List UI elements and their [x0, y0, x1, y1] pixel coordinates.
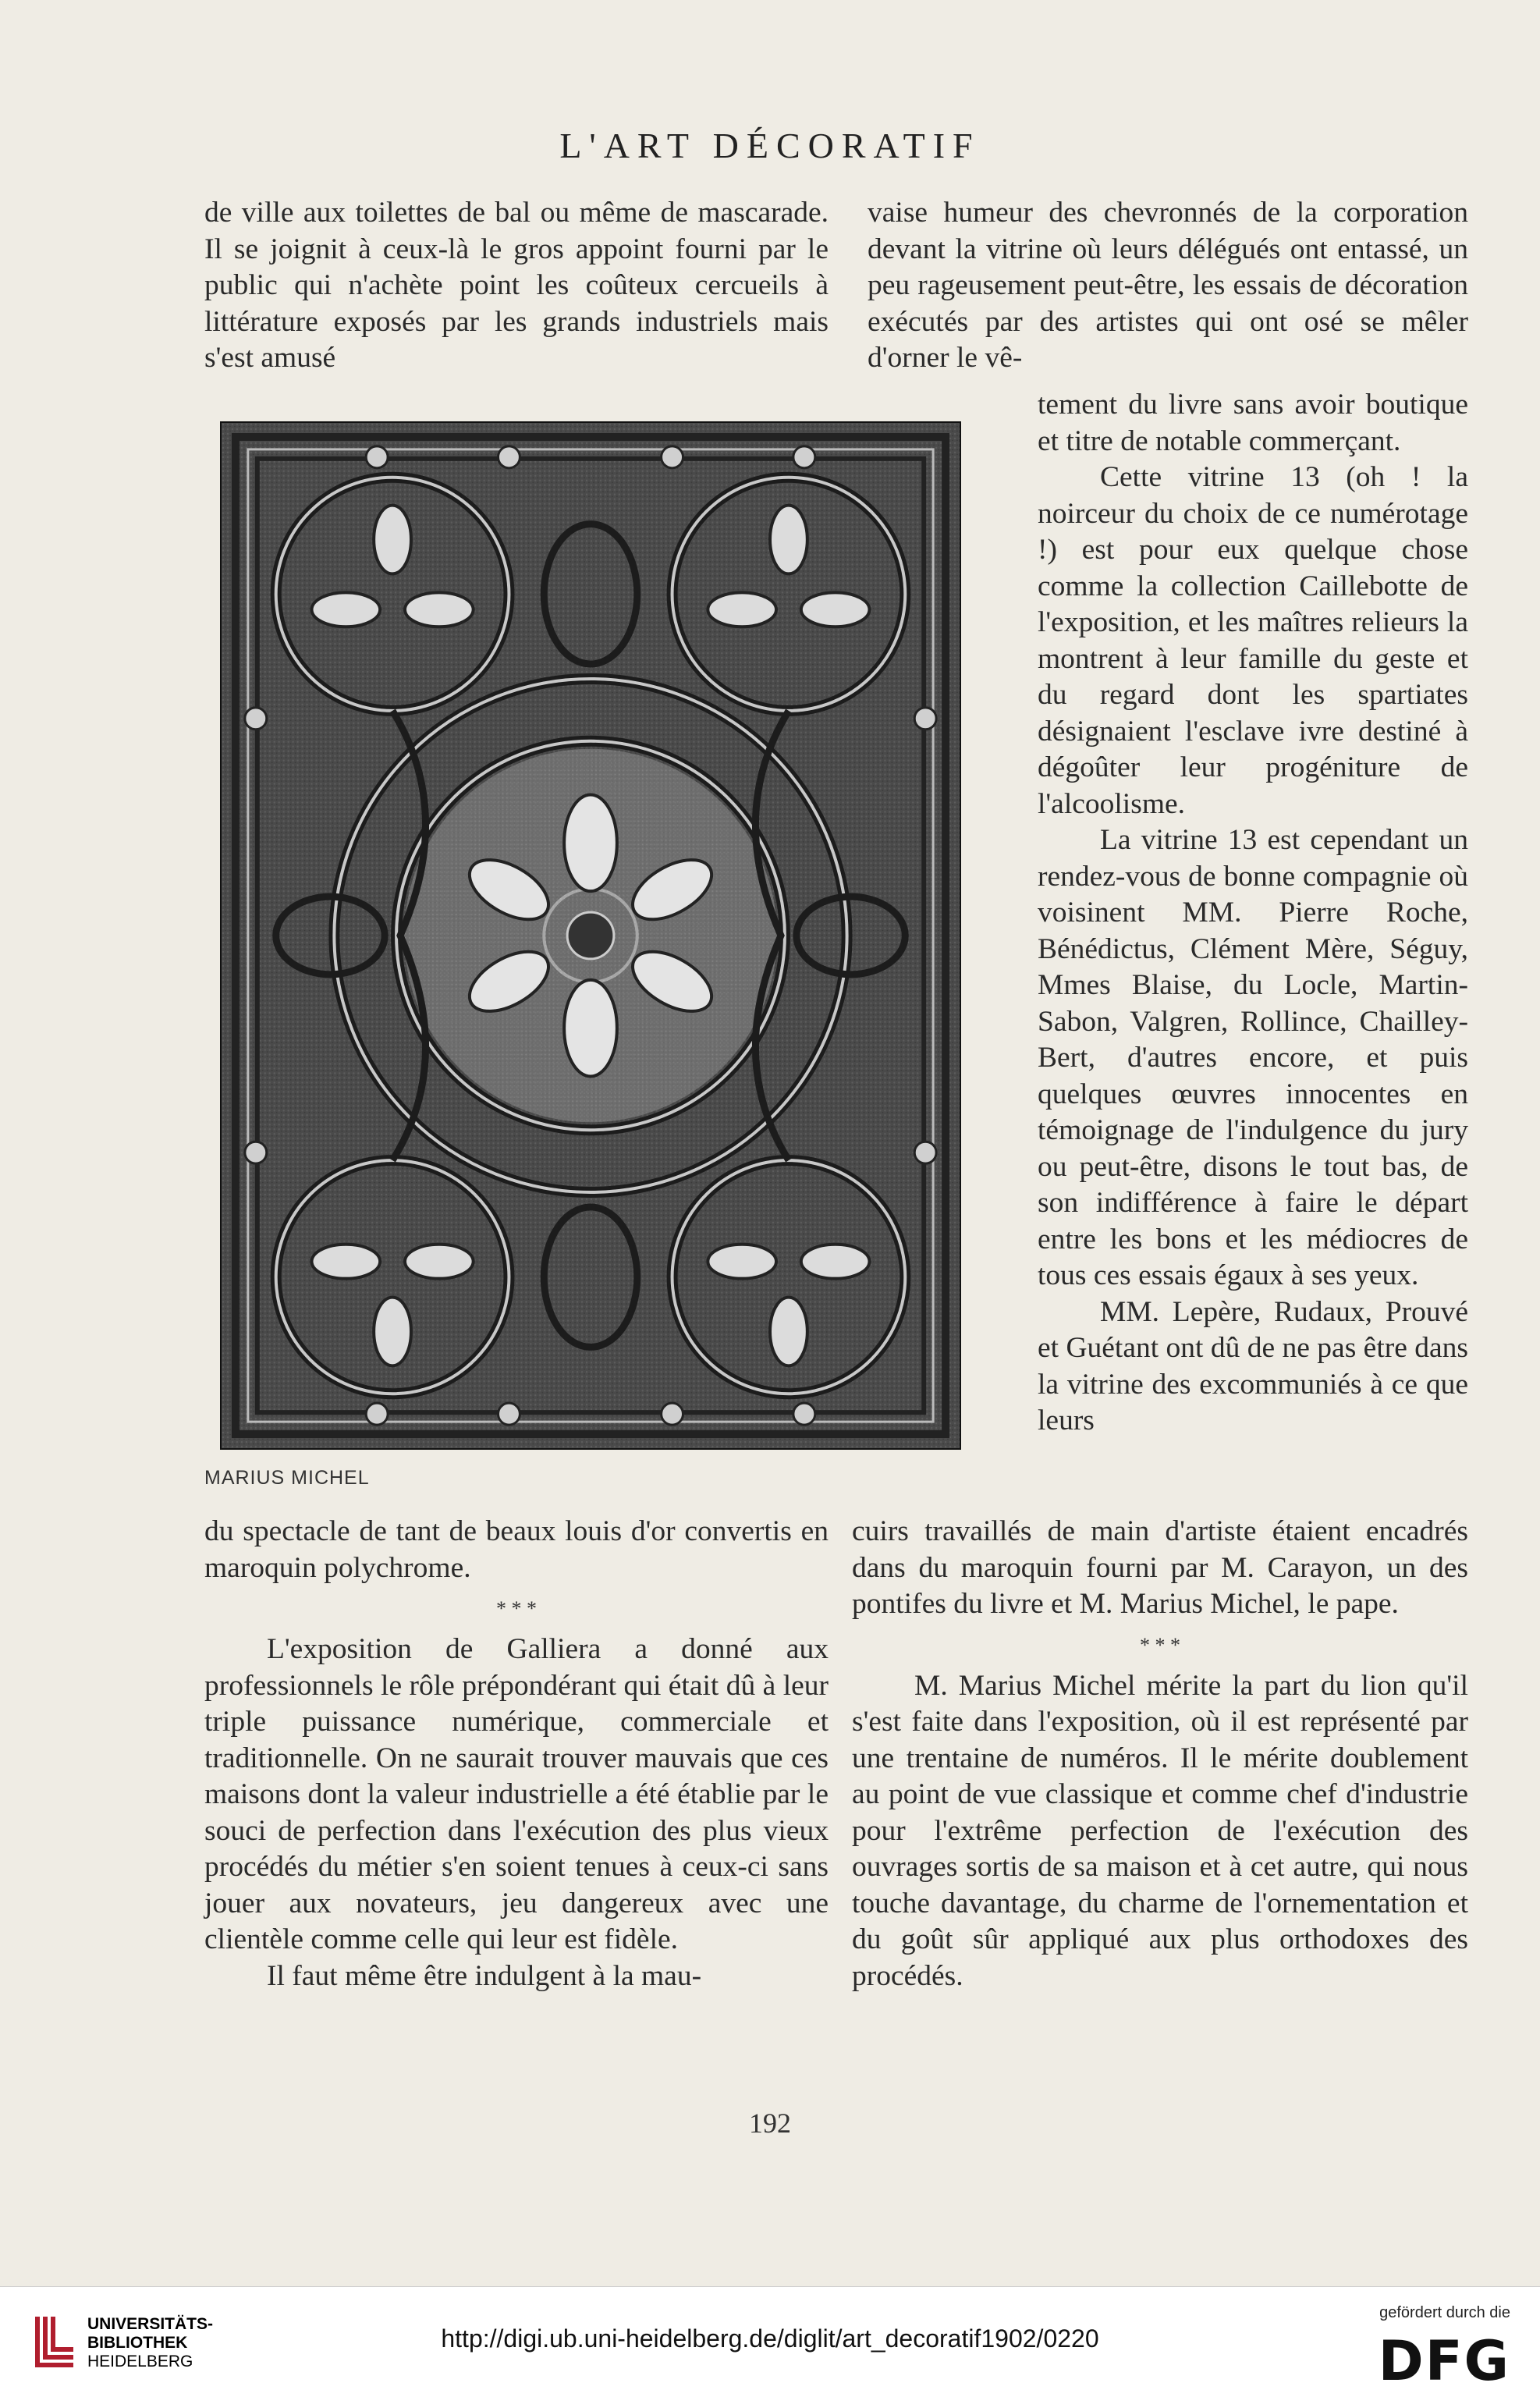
library-name-line: BIBLIOTHEK	[87, 2334, 188, 2352]
paragraph-text: cuirs travaillés de main d'artiste étaient encadrés dans du maroquin fourni par M. Carayon, un des pontifes du livre et M. Marius Michel, le pape.	[852, 1515, 1468, 1620]
viewer-footer	[0, 2286, 1540, 2397]
paragraph-text: Cette vitrine 13 (oh ! la noirceur du choix de ce numérotage !) est pour eux quelque chose comme la collection Caillebotte de l'exposition, et les maîtres relieurs la montrent à leur famille du geste et du regard dont les spartiates désignaient l'esclave ivre destiné à dégoûter leur progéniture de l'alcoolisme.	[1038, 461, 1468, 820]
dfg-logo: DFG	[1378, 2329, 1510, 2393]
section-separator: * * *	[1140, 1633, 1180, 1657]
paragraph-text: vaise humeur des chevronnés de la corporation devant la vitrine où leurs délégués ont entassé, un peu rageusement peut-être, les essais de décoration exécutés par des artistes qui ont osé se mêler d'orner le vê-	[868, 197, 1468, 374]
paragraph-text: de ville aux toilettes de bal ou même de mascarade. Il se joignit à ceux-là le gros appoint fourni par le public qui n'achète point les coûteux cercueils à littérature exposés par les grands industriels mais s'est amusé	[204, 197, 829, 374]
funding-note: gefördert durch die	[1379, 2304, 1510, 2321]
paragraph-text: du spectacle de tant de beaux louis d'or convertis en maroquin polychrome.	[204, 1515, 829, 1584]
top-right-paragraph	[868, 195, 1468, 377]
library-name-line: UNIVERSITÄTS-	[87, 2315, 214, 2333]
permalink-url[interactable]: http://digi.ub.uni-heidelberg.de/diglit/art_decoratif1902/0220	[441, 2324, 1099, 2353]
right-narrow-column	[1038, 387, 1468, 1440]
page-number: 192	[749, 2108, 791, 2139]
paragraph-text: La vitrine 13 est cependant un rendez-vous de bonne compagnie où voisinent MM. Pierre Roche, Bénédictus, Clément Mère, Séguy, Mmes Blaise, du Locle, Martin-Sabon, Valgren, Rollince, Chailley-Bert, d'autres encore, et puis quelques œuvres innocentes en témoignage de l'indulgence du jury ou peut-être, disons le tout bas, de son indifférence à faire le départ entre les bons et les médiocres de tous ces essais égaux à ses yeux.	[1038, 824, 1468, 1291]
paragraph-text: tement du livre sans avoir boutique et titre de notable commerçant.	[1038, 389, 1468, 457]
paragraph-text: M. Marius Michel mérite la part du lion qu'il s'est faite dans l'exposition, où il est représenté par une trentaine de numéros. Il le mérite doublement au point de vue classique et comme chef d'industrie pour l'extrême perfection de l'exécution des ouvrages sortis de sa maison et à cet autre, qui nous touche davantage, du charme de l'ornementation et du goût sûr appliqué aux plus orthodoxes des procédés.	[852, 1669, 1468, 1992]
top-left-paragraph	[204, 195, 829, 377]
running-head: L'ART DÉCORATIF	[559, 126, 981, 165]
library-name-line: HEIDELBERG	[87, 2353, 193, 2370]
figure-caption: MARIUS MICHEL	[204, 1467, 370, 1489]
left-after-figure	[204, 1514, 829, 1994]
bookbinding-ornament	[222, 423, 960, 1448]
paragraph-text: MM. Lepère, Rudaux, Prouvé et Guétant ont dû de ne pas être dans la vitrine des excommuniés à ce que leurs	[1038, 1295, 1468, 1436]
paragraph-text: L'exposition de Galliera a donné aux professionnels le rôle prépondérant qui était dû à leur triple puissance numérique, commerciale et traditionnelle. On ne saurait trouver mauvais que ces maisons dont la valeur industrielle a été établie par le souci de perfection dans l'exécution des plus vieux procédés du métier s'en soient tenues à ceux-ci sans jouer aux novateurs, jeu dangereux avec une clientèle comme celle qui leur est fidèle.	[204, 1633, 829, 1955]
section-separator: * * *	[496, 1597, 537, 1620]
paragraph-text: Il faut même être indulgent à la mau-	[267, 1959, 702, 1992]
bookbinding-illustration	[220, 421, 961, 1450]
right-after-figure	[852, 1514, 1468, 1994]
